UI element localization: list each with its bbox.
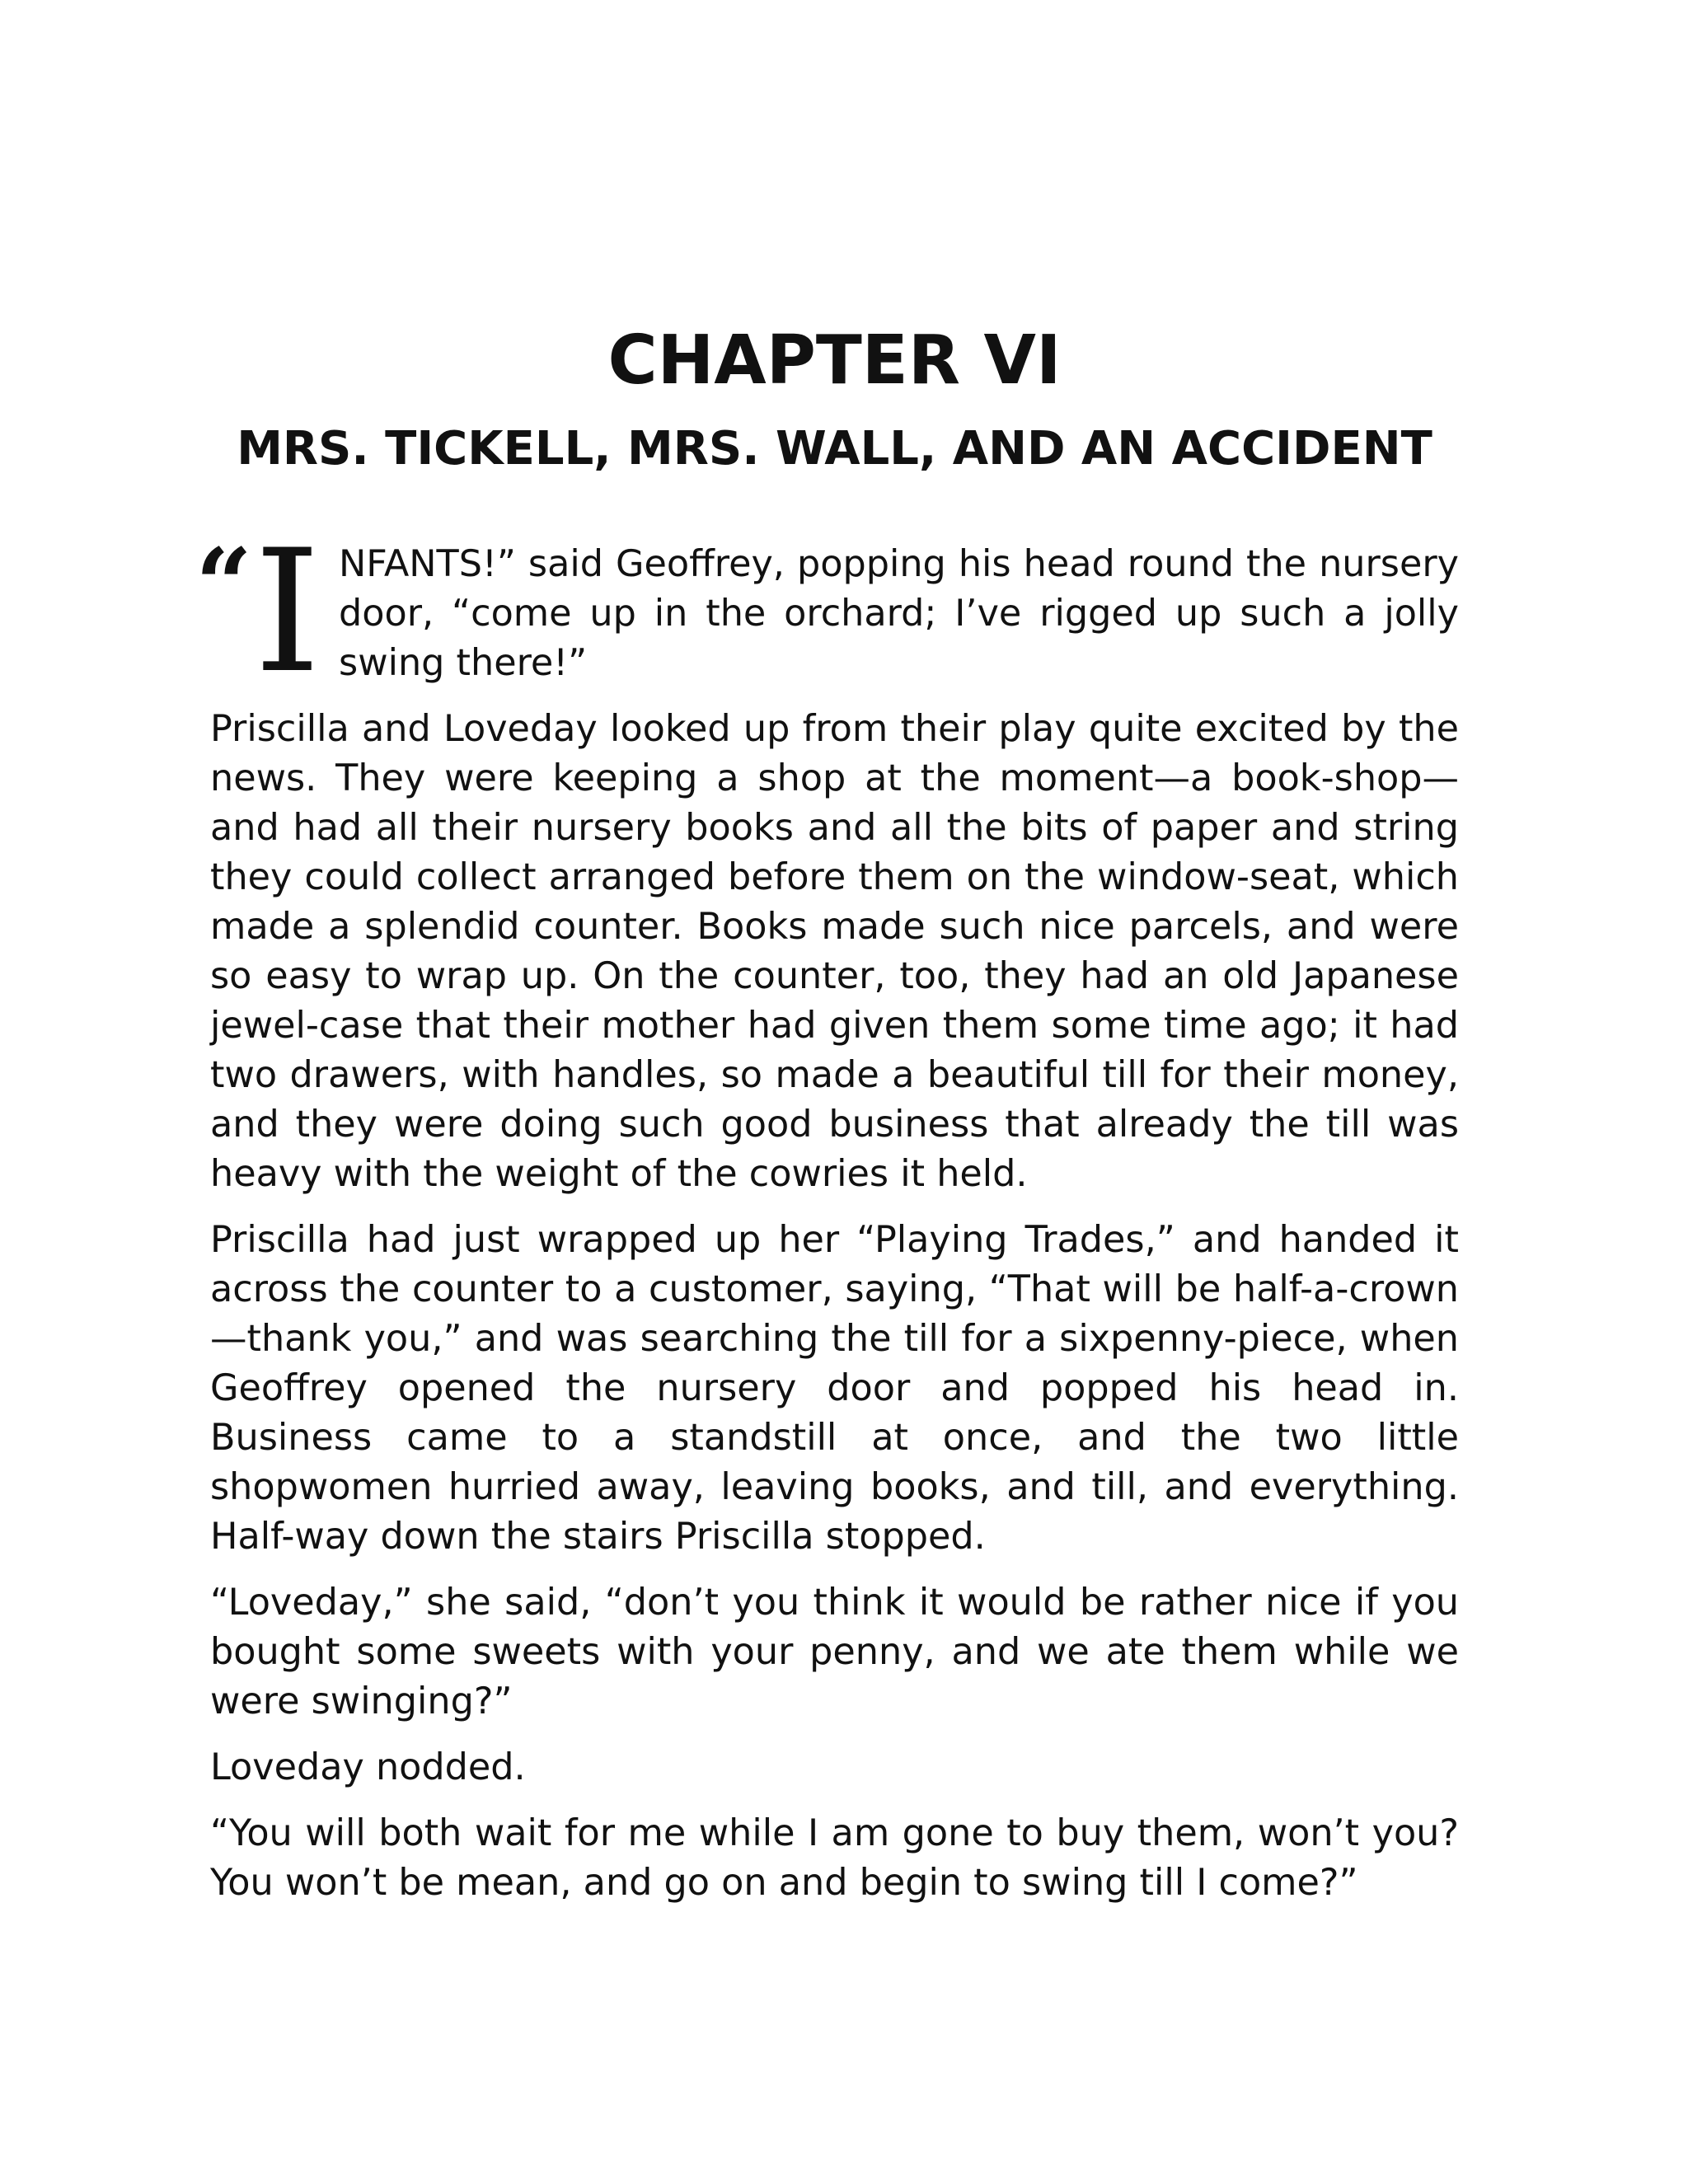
- chapter-title: MRS. TICKELL, MRS. WALL, AND AN ACCIDENT: [237, 422, 1432, 476]
- paragraph-6: “You will both wait for me while I am gone to buy them, won’t you? You won’t be mean, and go on and begin to swing till I come?”: [210, 1812, 1459, 1904]
- paragraph-2: Priscilla and Loveday looked up from their play quite excited by the news. They were keeping a shop at the moment—a book-shop—and had all their nursery books and all the bits of paper and string they could collect arranged before them on the window-seat, which made a splendid counter. Books made such nice parcels, and were so easy to wrap up. On the counter, too, they had an old Japanese jewel-case that their mother had given them some time ago; it had two drawers, with handles, so made a beautiful till for their money, and they were doing such good business that already the till was heavy with the weight of the cowries it held.: [210, 708, 1459, 1195]
- chapter-number: CHAPTER VI: [607, 321, 1062, 400]
- paragraph-3: Priscilla had just wrapped up her “Playing Trades,” and handed it across the counter to a customer, saying, “That will be half-a-crown —thank you,” and was searching the till for a sixpenny-piece, when Geoffrey opened the nursery door and popped his head in. Business came to a standstill at once, and the two little shopwomen hurried away, leaving books, and till, and everything. Half-way down the stairs Priscilla stopped.: [210, 1219, 1459, 1558]
- paragraph-1: [195, 514, 1459, 710]
- drop-cap-letter: I: [254, 514, 321, 710]
- paragraph-1-text: NFANTS!” said Geoffrey, popping his head round the nursery door, “come up in the orchard; I’ve rigged up such a jolly swing there!”: [339, 543, 1459, 684]
- book-page: [195, 0, 1459, 2184]
- drop-cap-quote: “: [195, 527, 248, 643]
- paragraph-4: “Loveday,” she said, “don’t you think it would be rather nice if you bought some sweets with your penny, and we ate them while we were swinging?”: [210, 1582, 1459, 1722]
- paragraph-5: Loveday nodded.: [210, 1746, 526, 1788]
- chapter-body: [195, 514, 1459, 1924]
